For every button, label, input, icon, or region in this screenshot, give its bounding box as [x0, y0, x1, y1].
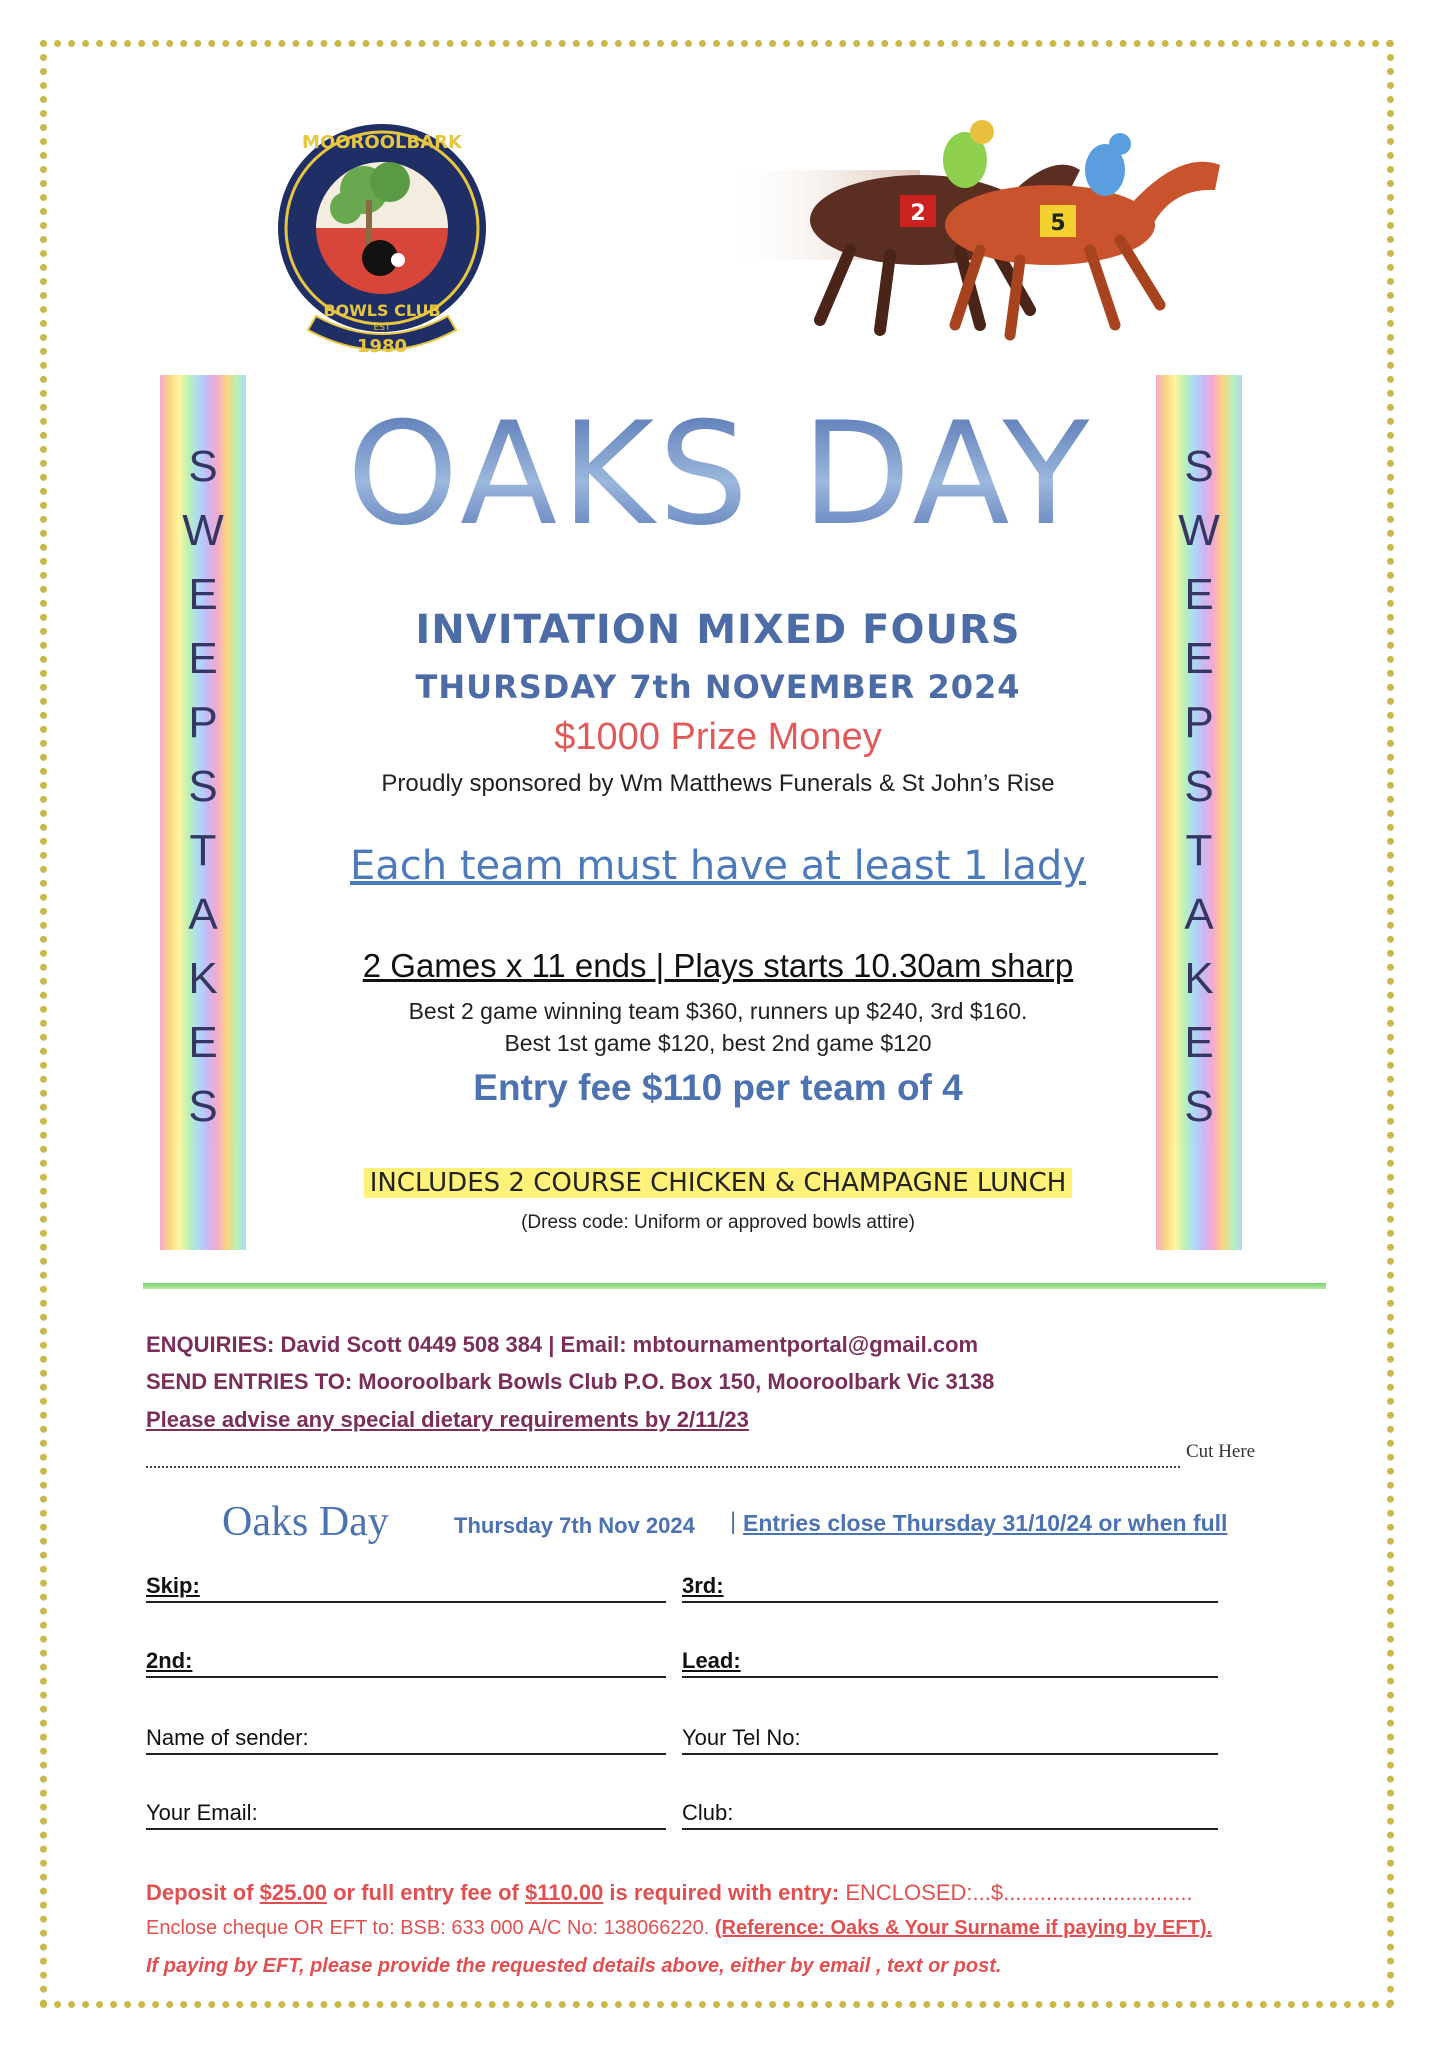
- sweepstakes-letter: K: [1184, 954, 1214, 1003]
- event-date: THURSDAY 7th NOVEMBER 2024: [415, 668, 1021, 706]
- logo-est: EST: [373, 323, 391, 333]
- lead-field[interactable]: [682, 1648, 1218, 1678]
- enclosed-field[interactable]: ENCLOSED:...$...............................: [845, 1880, 1193, 1905]
- cut-line: [146, 1466, 1180, 1468]
- cheque-text: Enclose cheque OR EFT to: BSB: 633 000 A/C No: 138066220.: [146, 1917, 715, 1939]
- sweepstakes-letter: S: [188, 1082, 218, 1131]
- cut-here-label: Cut Here: [1186, 1441, 1256, 1462]
- sweepstakes-banner-left: [160, 375, 246, 1250]
- enquiries: ENQUIRIES: David Scott 0449 508 384 | Email: mbtournamentportal@gmail.com: [146, 1332, 979, 1357]
- club-logo: [268, 120, 496, 372]
- form-separator: |: [730, 1508, 737, 1535]
- club-field[interactable]: [682, 1800, 1218, 1830]
- skip-label: Skip:: [146, 1573, 206, 1599]
- full-fee-amount: $110.00: [525, 1880, 604, 1905]
- third-label: 3rd:: [682, 1573, 730, 1599]
- svg-text:5: 5: [1050, 211, 1066, 236]
- sweepstakes-letter: W: [182, 506, 224, 555]
- sweepstakes-letter: P: [1184, 698, 1214, 747]
- skip-field[interactable]: [146, 1573, 666, 1603]
- sender-label: Name of sender:: [146, 1725, 315, 1751]
- sweepstakes-letter: E: [1184, 1018, 1214, 1067]
- sweepstakes-letter: E: [188, 634, 218, 683]
- sweepstakes-letter: E: [1184, 634, 1214, 683]
- reference-text: (Reference: Oaks & Your Surname if paying by EFT).: [714, 1917, 1213, 1939]
- sweepstakes-letter: K: [188, 954, 218, 1003]
- svg-text:2: 2: [910, 201, 926, 226]
- second-field[interactable]: [146, 1648, 666, 1678]
- entry-fee: Entry fee $110 per team of 4: [473, 1067, 963, 1108]
- lunch-text: INCLUDES 2 COURSE CHICKEN & CHAMPAGNE LUNCH: [364, 1168, 1073, 1198]
- send-entries: SEND ENTRIES TO: Mooroolbark Bowls Club P.O. Box 150, Mooroolbark Vic 3138: [146, 1369, 995, 1394]
- sweepstakes-letter: S: [1184, 762, 1214, 811]
- deposit-line: [146, 1880, 1193, 1906]
- second-label: 2nd:: [146, 1648, 198, 1674]
- form-date: Thursday 7th Nov 2024: [454, 1513, 695, 1538]
- team-rule: Each team must have at least 1 lady: [350, 843, 1086, 889]
- logo-bottom-text: BOWLS CLUB: [323, 301, 441, 320]
- dietary-note: Please advise any special dietary requirements by 2/11/23: [146, 1407, 749, 1432]
- sweepstakes-letter: S: [1184, 442, 1214, 491]
- page-title: OAKS DAY: [340, 405, 1100, 545]
- prizes-line-2: Best 1st game $120, best 2nd game $120: [504, 1030, 932, 1056]
- email-label: Your Email:: [146, 1800, 264, 1826]
- sweepstakes-letter: S: [188, 442, 218, 491]
- tel-field[interactable]: [682, 1725, 1218, 1755]
- deposit-part-2: or full entry fee of: [326, 1880, 525, 1905]
- sweepstakes-letter: E: [1184, 570, 1214, 619]
- email-field[interactable]: [146, 1800, 666, 1830]
- divider: [143, 1283, 1326, 1289]
- lead-label: Lead:: [682, 1648, 747, 1674]
- sweepstakes-letter: S: [188, 762, 218, 811]
- sweepstakes-letter: T: [1185, 826, 1213, 875]
- club-label: Club:: [682, 1800, 739, 1826]
- event-subtitle: INVITATION MIXED FOURS: [415, 607, 1021, 653]
- dress-code: (Dress code: Uniform or approved bowls attire): [521, 1212, 915, 1233]
- prizes-line-1: Best 2 game winning team $360, runners up $240, 3rd $160.: [408, 998, 1028, 1024]
- sweepstakes-letter: W: [1178, 506, 1220, 555]
- lunch-banner: [0, 1168, 1436, 1198]
- sender-name-field[interactable]: [146, 1725, 666, 1755]
- games-info: 2 Games x 11 ends | Plays starts 10.30am sharp: [362, 947, 1074, 984]
- sweepstakes-letter: A: [188, 890, 218, 939]
- sponsor-text: Proudly sponsored by Wm Matthews Funerals & St John’s Rise: [381, 770, 1055, 797]
- sweepstakes-letter: S: [1184, 1082, 1214, 1131]
- sweepstakes-banner-right: [1156, 375, 1242, 1250]
- sweepstakes-letter: E: [188, 570, 218, 619]
- prize-money: $1000 Prize Money: [554, 716, 882, 758]
- deposit-part-1: Deposit of: [146, 1880, 260, 1905]
- racehorses-illustration: [720, 110, 1240, 350]
- cheque-line: [146, 1917, 1212, 1940]
- form-title: Oaks Day: [222, 1499, 389, 1545]
- deposit-amount: $25.00: [259, 1880, 327, 1905]
- logo-year: 1980: [356, 336, 408, 357]
- eft-note: If paying by EFT, please provide the requested details above, either by email , text or post.: [146, 1955, 1002, 1977]
- third-field[interactable]: [682, 1573, 1218, 1603]
- logo-top-text: MOOROOLBARK: [302, 132, 462, 153]
- deposit-part-3: is required with entry:: [603, 1880, 846, 1905]
- sweepstakes-letter: E: [188, 1018, 218, 1067]
- sweepstakes-letter: P: [188, 698, 218, 747]
- sweepstakes-letter: A: [1184, 890, 1214, 939]
- tel-label: Your Tel No:: [682, 1725, 807, 1751]
- sweepstakes-letter: T: [189, 826, 217, 875]
- entries-close: Entries close Thursday 31/10/24 or when full: [743, 1510, 1228, 1536]
